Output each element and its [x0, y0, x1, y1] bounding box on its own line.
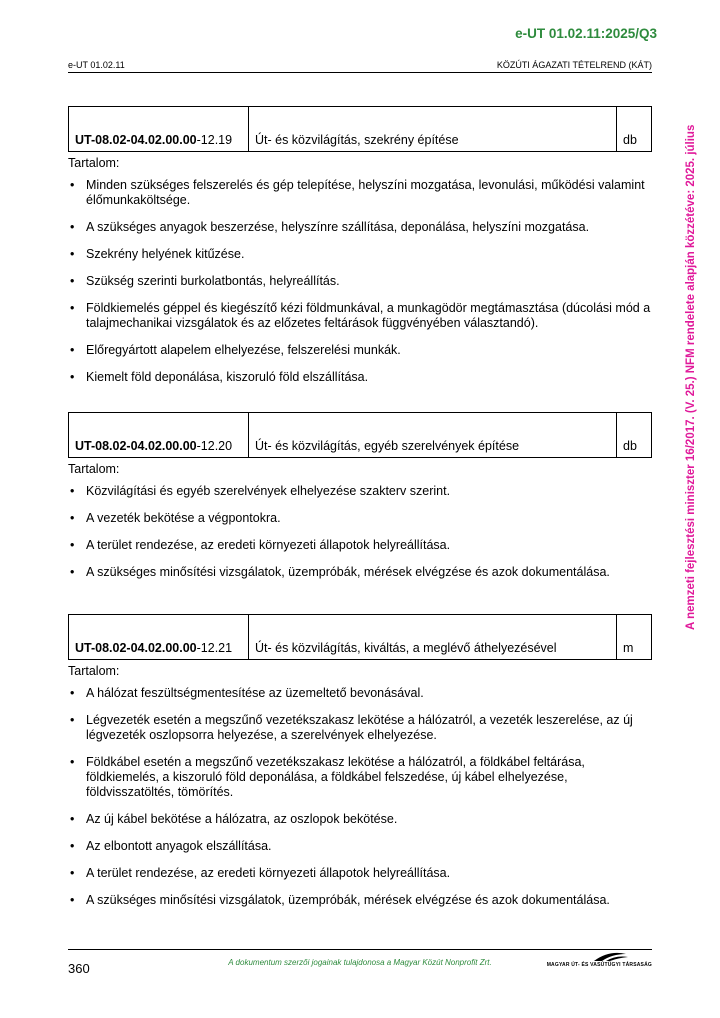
- document-code: e-UT 01.02.11:2025/Q3: [515, 26, 657, 41]
- list-item: • Földkábel esetén a megszűnő vezetékszakasz lekötése a hálózatról, a földkábel feltárása, földkiemelés, a kiszoruló föld deponálása, a földkábel felszedése, új kábel elhelyezése, földvisszatöltés, tömörítés.: [68, 755, 652, 800]
- list-item: • A hálózat feszültségmentesítése az üzemeltető bevonásával.: [68, 686, 652, 701]
- list-item: • A terület rendezése, az eredeti környezeti állapotok helyreállítása.: [68, 538, 652, 553]
- header-right: KÖZÚTI ÁGAZATI TÉTELREND (KÁT): [496, 60, 652, 70]
- item-code-table: [68, 106, 652, 152]
- content-list: [68, 484, 652, 580]
- list-item: • A szükséges anyagok beszerzése, helyszínre szállítása, deponálása, helyszíni mozgatása.: [68, 220, 652, 235]
- list-item: • Földkiemelés géppel és kiegészítő kézi földmunkával, a munkagödör megtámasztása (dúcolási mód a talajmechanikai vizsgálatok és az előzetes feltárások függvényében választandó).: [68, 301, 652, 331]
- page-number: 360: [68, 961, 90, 976]
- list-item: • A szükséges minősítési vizsgálatok, üzempróbák, mérések elvégzése és azok dokumentálása.: [68, 893, 652, 908]
- header-left: e-UT 01.02.11: [68, 60, 125, 70]
- copyright-note: A dokumentum szerzői jogainak tulajdonosa a Magyar Közút Nonprofit Zrt.: [228, 958, 492, 967]
- list-item: • A terület rendezése, az eredeti környezeti állapotok helyreállítása.: [68, 866, 652, 881]
- content-list: [68, 686, 652, 908]
- list-item: • Az új kábel bekötése a hálózatra, az oszlopok bekötése.: [68, 812, 652, 827]
- list-item: • Légvezeték esetén a megszűnő vezetékszakasz lekötése a hálózatról, a vezeték leszerelése, az új légvezeték oszlopsorra helyezése, a szerelvények elhelyezése.: [68, 713, 652, 743]
- item-unit: db: [617, 413, 652, 458]
- content-label: Tartalom:: [68, 664, 120, 678]
- organization-logo-icon: [554, 950, 652, 972]
- item-code: UT-08.02-04.02.00.00-12.21: [69, 615, 249, 660]
- list-item: • Minden szükséges felszerelés és gép telepítése, helyszíni mozgatása, levonulási, működési valamint élőmunkaköltsége.: [68, 178, 652, 208]
- list-item: • Közvilágítási és egyéb szerelvények elhelyezése szakterv szerint.: [68, 484, 652, 499]
- content-label: Tartalom:: [68, 462, 120, 476]
- item-code-table: [68, 614, 652, 660]
- section-12-19: [68, 106, 652, 397]
- item-unit: db: [617, 107, 652, 152]
- item-code: UT-08.02-04.02.00.00-12.20: [69, 413, 249, 458]
- list-item: • A vezeték bekötése a végpontokra.: [68, 511, 652, 526]
- item-unit: m: [617, 615, 652, 660]
- item-title: Út- és közvilágítás, kiváltás, a meglévő áthelyezésével: [249, 615, 617, 660]
- header-divider: [68, 72, 652, 73]
- section-12-21: [68, 614, 652, 920]
- list-item: • Kiemelt föld deponálása, kiszoruló föld elszállítása.: [68, 370, 652, 385]
- list-item: • Szekrény helyének kitűzése.: [68, 247, 652, 262]
- content-label: Tartalom:: [68, 156, 120, 170]
- list-item: • Előregyártott alapelem elhelyezése, felszerelési munkák.: [68, 343, 652, 358]
- list-item: • Az elbontott anyagok elszállítása.: [68, 839, 652, 854]
- list-item: • A szükséges minősítési vizsgálatok, üzempróbák, mérések elvégzése és azok dokumentálása.: [68, 565, 652, 580]
- item-code-table: [68, 412, 652, 458]
- item-title: Út- és közvilágítás, egyéb szerelvények építése: [249, 413, 617, 458]
- list-item: • Szükség szerinti burkolatbontás, helyreállítás.: [68, 274, 652, 289]
- section-12-20: [68, 412, 652, 592]
- logo-text: MAGYAR ÚT- ÉS VASÚTÜGYI TÁRSASÁG: [546, 962, 652, 968]
- item-code: UT-08.02-04.02.00.00-12.19: [69, 107, 249, 152]
- content-list: [68, 178, 652, 385]
- item-title: Út- és közvilágítás, szekrény építése: [249, 107, 617, 152]
- publication-note: A nemzeti fejlesztési miniszter 16/2017. (V. 25.) NFM rendelete alapján közzétéve: 2025. július: [685, 124, 697, 630]
